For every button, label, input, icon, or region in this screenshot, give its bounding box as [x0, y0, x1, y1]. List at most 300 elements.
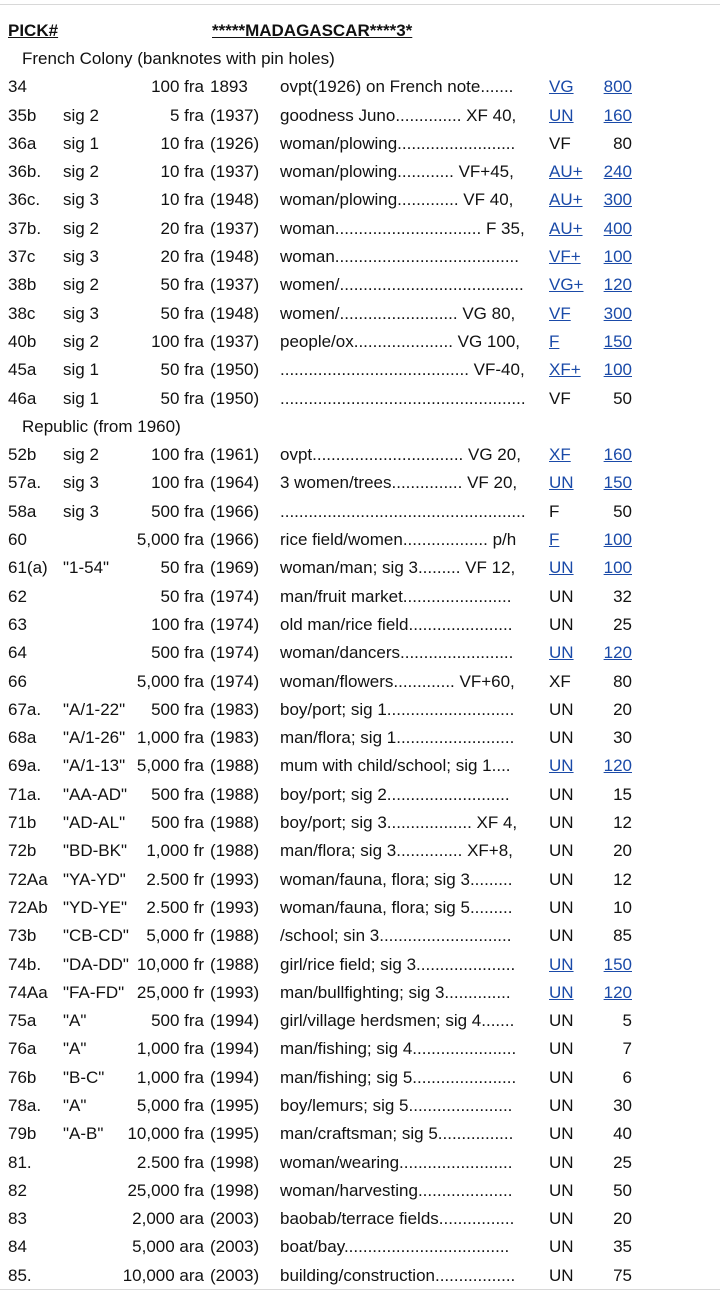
issue-year: (1995)	[210, 1095, 260, 1115]
pick-number: 45a	[8, 360, 37, 380]
price: 75	[613, 1265, 632, 1285]
denomination: 100 fra	[151, 445, 204, 465]
signature-variant: "A-B"	[63, 1124, 104, 1144]
list-item	[0, 1007, 720, 1035]
pick-number: 62	[8, 586, 27, 606]
condition-grade: UN	[549, 1011, 574, 1031]
signature-variant: "A/1-22"	[63, 699, 126, 719]
signature-variant: sig 2	[63, 162, 99, 182]
signature-variant: "AA-AD"	[63, 784, 128, 804]
price: 20	[613, 841, 632, 861]
denomination: 500 fra	[151, 643, 204, 663]
pick-number: 84	[8, 1237, 27, 1257]
signature-variant: "A"	[63, 1039, 87, 1059]
list-item	[0, 243, 720, 271]
price[interactable]: 800	[603, 77, 632, 97]
price[interactable]: 150	[603, 331, 632, 351]
list-item	[0, 102, 720, 130]
pick-number: 76b	[8, 1067, 37, 1087]
issue-year: (1937)	[210, 162, 260, 182]
denomination: 10,000 ara	[122, 1265, 204, 1285]
section-title: French Colony (banknotes with pin holes)	[22, 49, 335, 68]
list-item	[0, 158, 720, 186]
note-description: man/flora; sig 3.............. XF+8,	[280, 841, 513, 861]
condition-grade[interactable]: UN	[549, 982, 574, 1002]
price: 50	[613, 1180, 632, 1200]
pick-number: 76a	[8, 1039, 37, 1059]
price[interactable]: 120	[603, 982, 632, 1002]
denomination: 5 fra	[169, 105, 204, 125]
price[interactable]: 160	[603, 105, 632, 125]
list-item	[0, 300, 720, 328]
denomination: 500 fra	[151, 813, 204, 833]
denomination: 1,000 fr	[146, 841, 204, 861]
issue-year: (1988)	[210, 813, 260, 833]
condition-grade[interactable]: XF	[549, 445, 571, 465]
pick-number: 60	[8, 530, 27, 550]
price[interactable]: 100	[603, 558, 632, 578]
issue-year: (1948)	[210, 303, 260, 323]
pick-number: 38c	[8, 303, 36, 323]
denomination: 10,000 fr	[136, 954, 204, 974]
signature-variant: "A"	[63, 1095, 87, 1115]
denomination: 50 fra	[160, 303, 204, 323]
denomination: 10 fra	[160, 190, 204, 210]
note-description: mum with child/school; sig 1....	[280, 756, 511, 776]
note-description: rice field/women.................. p/h	[280, 530, 517, 550]
signature-variant: sig 3	[63, 303, 99, 323]
price: 35	[613, 1237, 632, 1257]
condition-grade: VF	[549, 388, 571, 408]
note-description: boy/port; sig 2..........................	[280, 784, 510, 804]
price: 25	[613, 614, 632, 634]
pick-number: 52b	[8, 445, 37, 465]
list-item	[0, 583, 720, 611]
note-description: woman/dancers........................	[280, 643, 514, 663]
note-description: man/fishing; sig 5......................	[280, 1067, 517, 1087]
denomination: 5,000 fra	[136, 1095, 204, 1115]
condition-grade: VF	[549, 133, 571, 153]
price[interactable]: 100	[603, 360, 632, 380]
condition-grade: UN	[549, 926, 574, 946]
issue-year: (1937)	[210, 218, 260, 238]
denomination: 50 fra	[160, 388, 204, 408]
denomination: 50 fra	[160, 275, 204, 295]
condition-grade: UN	[549, 813, 574, 833]
note-description: man/flora; sig 1.........................	[280, 728, 515, 748]
note-description: boy/port; sig 1...........................	[280, 699, 515, 719]
list-item	[0, 696, 720, 724]
price[interactable]: 120	[603, 275, 632, 295]
pick-number: 79b	[8, 1124, 37, 1144]
pick-number: 61(a)	[8, 558, 48, 578]
denomination: 25,000 fr	[136, 982, 204, 1002]
condition-grade: UN	[549, 699, 574, 719]
condition-grade[interactable]: VG	[549, 77, 574, 97]
condition-grade: UN	[549, 1180, 574, 1200]
issue-year: (1995)	[210, 1124, 260, 1144]
signature-variant: "CB-CD"	[63, 926, 129, 946]
pick-number: 34	[8, 77, 27, 97]
denomination: 20 fra	[160, 218, 204, 238]
price: 30	[613, 1095, 632, 1115]
condition-grade[interactable]: VF+	[549, 247, 581, 267]
condition-grade: UN	[549, 841, 574, 861]
pick-column-label: PICK#	[8, 21, 59, 40]
issue-year: 1893	[210, 77, 248, 97]
signature-variant: "A/1-13"	[63, 756, 126, 776]
condition-grade[interactable]: AU+	[549, 190, 583, 210]
condition-grade: UN	[549, 1237, 574, 1257]
price: 12	[613, 813, 632, 833]
pick-number: 37b.	[8, 218, 42, 238]
signature-variant: sig 2	[63, 331, 99, 351]
price[interactable]: 150	[603, 473, 632, 493]
condition-grade: UN	[549, 1152, 574, 1172]
list-item	[0, 837, 720, 865]
signature-variant: "A"	[63, 1011, 87, 1031]
pick-number: 74Aa	[8, 982, 48, 1002]
denomination: 10 fra	[160, 133, 204, 153]
denomination: 100 fra	[151, 77, 204, 97]
issue-year: (2003)	[210, 1237, 260, 1257]
signature-variant: sig 3	[63, 501, 99, 521]
list-item	[0, 1233, 720, 1261]
denomination: 500 fra	[151, 699, 204, 719]
signature-variant: "B-C"	[63, 1067, 105, 1087]
condition-grade[interactable]: XF+	[549, 360, 581, 380]
list-item	[0, 1092, 720, 1120]
denomination: 50 fra	[160, 558, 204, 578]
note-description: goodness Juno.............. XF 40,	[280, 105, 517, 125]
price: 15	[613, 784, 632, 804]
issue-year: (1993)	[210, 982, 260, 1002]
note-description: man/craftsman; sig 5................	[280, 1124, 514, 1144]
list-item	[0, 781, 720, 809]
condition-grade: UN	[549, 1039, 574, 1059]
note-description: women/......................... VG 80,	[280, 303, 516, 323]
price[interactable]: 300	[603, 303, 632, 323]
issue-year: (1969)	[210, 558, 260, 578]
note-description: girl/rice field; sig 3.....................	[280, 954, 516, 974]
pick-number: 63	[8, 614, 27, 634]
pick-number: 73b	[8, 926, 37, 946]
list-item	[0, 73, 720, 101]
note-description: man/fishing; sig 4......................	[280, 1039, 517, 1059]
denomination: 1,000 fra	[136, 1039, 204, 1059]
signature-variant: sig 1	[63, 388, 99, 408]
issue-year: (1974)	[210, 643, 260, 663]
bottom-divider	[0, 1289, 720, 1290]
signature-variant: "1-54"	[63, 558, 110, 578]
condition-grade[interactable]: VG+	[549, 275, 584, 295]
issue-year: (1950)	[210, 360, 260, 380]
denomination: 2,000 ara	[132, 1209, 204, 1229]
section-title: Republic (from 1960)	[22, 416, 181, 436]
pick-number: 72Aa	[8, 869, 48, 889]
list-item	[0, 215, 720, 243]
price: 32	[613, 586, 632, 606]
price: 40	[613, 1124, 632, 1144]
issue-year: (1961)	[210, 445, 260, 465]
denomination: 5,000 fra	[136, 671, 204, 691]
denomination: 2.500 fr	[146, 869, 204, 889]
denomination: 100 fra	[151, 331, 204, 351]
condition-grade: F	[549, 501, 560, 521]
pick-number: 36b.	[8, 162, 42, 182]
pick-number: 69a.	[8, 756, 42, 776]
banknote-list	[0, 45, 720, 1290]
note-description: woman/fauna, flora; sig 3.........	[280, 869, 513, 889]
price[interactable]: 100	[603, 530, 632, 550]
condition-grade[interactable]: F	[549, 331, 560, 351]
section-heading	[0, 413, 720, 441]
price: 6	[622, 1067, 632, 1087]
issue-year: (1983)	[210, 728, 260, 748]
issue-year: (1974)	[210, 614, 260, 634]
condition-grade[interactable]: UN	[549, 558, 574, 578]
issue-year: (2003)	[210, 1265, 260, 1285]
pick-number: 57a.	[8, 473, 42, 493]
price: 30	[613, 728, 632, 748]
issue-year: (1988)	[210, 841, 260, 861]
signature-variant: sig 1	[63, 133, 99, 153]
list-item	[0, 979, 720, 1007]
list-item	[0, 441, 720, 469]
denomination: 5,000 fra	[136, 756, 204, 776]
pick-number: 81.	[8, 1152, 32, 1172]
pick-number: 35b	[8, 105, 37, 125]
pick-number: 40b	[8, 331, 37, 351]
note-description: woman.......................................	[280, 247, 520, 267]
issue-year: (1966)	[210, 530, 260, 550]
denomination: 2.500 fr	[146, 897, 204, 917]
signature-variant: sig 3	[63, 247, 99, 267]
issue-year: (1937)	[210, 105, 260, 125]
note-description: ....................................................	[280, 388, 526, 408]
denomination: 500 fra	[151, 1011, 204, 1031]
note-description: building/construction.................	[280, 1265, 516, 1285]
issue-year: (1988)	[210, 954, 260, 974]
signature-variant: sig 2	[63, 218, 99, 238]
price: 7	[622, 1039, 632, 1059]
price: 20	[613, 1209, 632, 1229]
price: 85	[613, 926, 632, 946]
issue-year: (1988)	[210, 926, 260, 946]
price: 12	[613, 869, 632, 889]
note-description: man/bullfighting; sig 3..............	[280, 982, 511, 1002]
denomination: 1,000 fra	[136, 728, 204, 748]
top-divider	[0, 4, 720, 5]
issue-year: (1948)	[210, 247, 260, 267]
condition-grade[interactable]: AU+	[549, 162, 583, 182]
price: 20	[613, 699, 632, 719]
list-item	[0, 1149, 720, 1177]
price: 50	[613, 501, 632, 521]
note-description: 3 women/trees............... VF 20,	[280, 473, 518, 493]
issue-year: (1998)	[210, 1180, 260, 1200]
list-item	[0, 469, 720, 497]
signature-variant: "YD-YE"	[63, 897, 128, 917]
list-item	[0, 356, 720, 384]
note-description: old man/rice field......................	[280, 614, 513, 634]
price[interactable]: 160	[603, 445, 632, 465]
denomination: 10 fra	[160, 162, 204, 182]
pick-number: 36c.	[8, 190, 41, 210]
condition-grade[interactable]: AU+	[549, 218, 583, 238]
price: 80	[613, 671, 632, 691]
pick-number: 64	[8, 643, 27, 663]
condition-grade[interactable]: UN	[549, 756, 574, 776]
signature-variant: "DA-DD"	[63, 954, 129, 974]
condition-grade[interactable]: VF	[549, 303, 571, 323]
note-description: boy/lemurs; sig 5......................	[280, 1095, 513, 1115]
signature-variant: "A/1-26"	[63, 728, 126, 748]
condition-grade[interactable]: UN	[549, 105, 574, 125]
list-item	[0, 668, 720, 696]
pick-number: 66	[8, 671, 27, 691]
price[interactable]: 120	[603, 756, 632, 776]
pick-number: 37c	[8, 247, 36, 267]
denomination: 1,000 fra	[136, 1067, 204, 1087]
condition-grade: UN	[549, 1124, 574, 1144]
list-item	[0, 922, 720, 950]
list-item	[0, 1120, 720, 1148]
pick-number: 72b	[8, 841, 37, 861]
pick-number: 68a	[8, 728, 37, 748]
denomination: 100 fra	[151, 473, 204, 493]
pick-number: 75a	[8, 1011, 37, 1031]
issue-year: (1964)	[210, 473, 260, 493]
condition-grade: UN	[549, 586, 574, 606]
condition-grade[interactable]: UN	[549, 954, 574, 974]
condition-grade: UN	[549, 1067, 574, 1087]
list-item	[0, 526, 720, 554]
issue-year: (1994)	[210, 1011, 260, 1031]
note-description: /school; sin 3............................	[280, 926, 512, 946]
condition-grade: UN	[549, 1265, 574, 1285]
signature-variant: sig 3	[63, 473, 99, 493]
pick-number: 46a	[8, 388, 37, 408]
denomination: 5,000 ara	[132, 1237, 204, 1257]
list-item	[0, 1177, 720, 1205]
price[interactable]: 120	[603, 643, 632, 663]
price[interactable]: 100	[603, 247, 632, 267]
pick-number: 83	[8, 1209, 27, 1229]
note-description: ....................................................	[280, 501, 526, 521]
condition-grade: UN	[549, 1095, 574, 1115]
denomination: 20 fra	[160, 247, 204, 267]
list-item	[0, 724, 720, 752]
denomination: 500 fra	[151, 501, 204, 521]
denomination: 10,000 fra	[127, 1124, 204, 1144]
condition-grade: UN	[549, 1209, 574, 1229]
list-item	[0, 186, 720, 214]
note-description: woman............................... F 35,	[280, 218, 525, 238]
price[interactable]: 150	[603, 954, 632, 974]
list-item	[0, 951, 720, 979]
note-description: woman/plowing.........................	[280, 133, 516, 153]
price[interactable]: 400	[603, 218, 632, 238]
price: 25	[613, 1152, 632, 1172]
price: 5	[622, 1011, 632, 1031]
denomination: 50 fra	[160, 360, 204, 380]
list-item	[0, 866, 720, 894]
list-item	[0, 1035, 720, 1063]
issue-year: (1926)	[210, 133, 260, 153]
condition-grade[interactable]: F	[549, 530, 560, 550]
price[interactable]: 300	[603, 190, 632, 210]
list-item	[0, 894, 720, 922]
pick-number: 71a.	[8, 784, 42, 804]
price[interactable]: 240	[603, 162, 632, 182]
signature-variant: "FA-FD"	[63, 982, 125, 1002]
page-title: *****MADAGASCAR****3*	[212, 21, 413, 40]
page-header	[0, 21, 720, 45]
issue-year: (2003)	[210, 1209, 260, 1229]
note-description: boat/bay...................................	[280, 1237, 510, 1257]
issue-year: (1950)	[210, 388, 260, 408]
signature-variant: sig 1	[63, 360, 99, 380]
note-description: people/ox..................... VG 100,	[280, 331, 521, 351]
issue-year: (1993)	[210, 869, 260, 889]
list-item	[0, 130, 720, 158]
condition-grade[interactable]: UN	[549, 643, 574, 663]
pick-number: 78a.	[8, 1095, 42, 1115]
note-description: ovpt(1926) on French note.......	[280, 77, 514, 97]
note-description: girl/village herdsmen; sig 4.......	[280, 1011, 515, 1031]
signature-variant: sig 3	[63, 190, 99, 210]
pick-number: 85.	[8, 1265, 32, 1285]
list-item	[0, 498, 720, 526]
condition-grade: UN	[549, 897, 574, 917]
note-description: woman/harvesting....................	[280, 1180, 513, 1200]
issue-year: (1994)	[210, 1067, 260, 1087]
note-description: boy/port; sig 3.................. XF 4,	[280, 813, 518, 833]
pick-number: 36a	[8, 133, 37, 153]
signature-variant: sig 2	[63, 445, 99, 465]
issue-year: (1974)	[210, 586, 260, 606]
list-item	[0, 1064, 720, 1092]
condition-grade: XF	[549, 671, 571, 691]
issue-year: (1966)	[210, 501, 260, 521]
list-item	[0, 554, 720, 582]
issue-year: (1998)	[210, 1152, 260, 1172]
signature-variant: "BD-BK"	[63, 841, 128, 861]
pick-number: 74b.	[8, 954, 42, 974]
signature-variant: "YA-YD"	[63, 869, 126, 889]
condition-grade: UN	[549, 614, 574, 634]
note-description: woman/wearing........................	[280, 1152, 513, 1172]
issue-year: (1993)	[210, 897, 260, 917]
condition-grade[interactable]: UN	[549, 473, 574, 493]
section-heading	[0, 45, 720, 73]
denomination: 2.500 fra	[136, 1152, 204, 1172]
price: 80	[613, 133, 632, 153]
note-description: woman/man; sig 3......... VF 12,	[280, 558, 516, 578]
issue-year: (1948)	[210, 190, 260, 210]
note-description: ........................................ VF-40,	[280, 360, 525, 380]
denomination: 500 fra	[151, 784, 204, 804]
note-description: woman/plowing............ VF+45,	[280, 162, 514, 182]
signature-variant: sig 2	[63, 275, 99, 295]
pick-number: 67a.	[8, 699, 42, 719]
signature-variant: "AD-AL"	[63, 813, 126, 833]
signature-variant: sig 2	[63, 105, 99, 125]
issue-year: (1988)	[210, 784, 260, 804]
list-item	[0, 385, 720, 413]
issue-year: (1994)	[210, 1039, 260, 1059]
